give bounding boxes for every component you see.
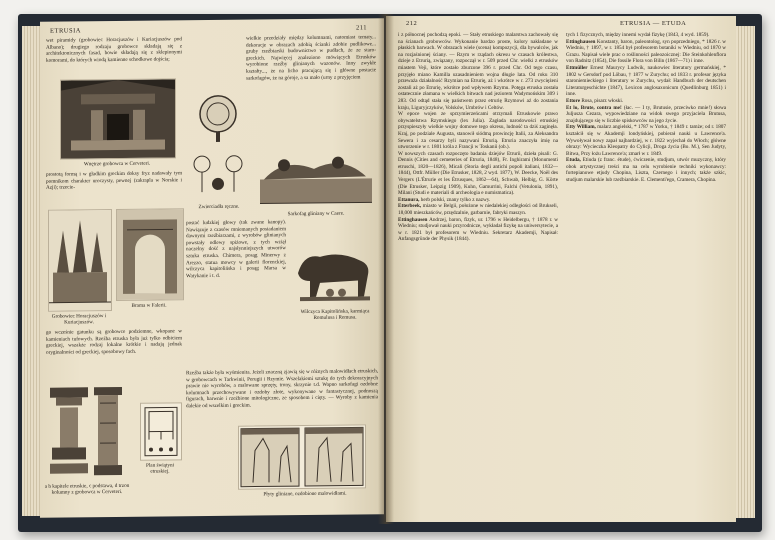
left-col2-top-text: [246, 34, 376, 147]
entry: [566, 98, 726, 105]
left-running-header: ETRUSIA: [50, 27, 81, 35]
entry-term: Ettmüller: [566, 64, 588, 71]
paragraph: W epoce wojen ze sprzymierzeńcami otrzymali Etruskowie prawo obywatelstwa Rzymskiego (lex Julia). Zagłada narodowości etruskiej przyspieszyły wielkie wojny domowe tego okresu, ludność ta dziś zaginęła. Kraj, po podziale Augusta, stanowił siódmą prowincję Italii, za Aleksandra Sewera i za cesarzy byli nazywani Etrurią. Etruria znaczyła imię na utworzenie w r. 1801 króla z Francji w Toskanii (ob.).: [398, 111, 558, 151]
entry-term: Ettore: [566, 97, 581, 104]
temple-plan-illustration: [140, 402, 182, 460]
capitoline-wolf-caption: Wilczyca Kapitolińska, karmiąca Romulusa i Remusa.: [300, 308, 370, 321]
entry-term: Et lo, Brute, contra me!: [566, 104, 622, 111]
entry-term: Ettinghausen: [566, 38, 596, 45]
entry-text: Konstanty, baron, paleontolog, syn poprzedniego, * 1826 r. w Wiedniu, † 1897, w r. 1854 był profesorem botaniki w Wiedniu, od 1870 w Grazu. Napisał wiele prac o roślinności paleozoicznej: Die Steinkohlenflora von Radnitz (1854), Die fossile Flora von Bilin (1867—71) i inne.: [566, 38, 726, 65]
right-page: [386, 16, 736, 522]
entry: [566, 124, 726, 157]
left-page: [40, 18, 384, 518]
paragraph: i z północnej pochodzą epoki. — Stały etruskiego malarstwa zachowały się na ścianach grobowców. Wykonanie bardzo proste, kolory nakładane w płaskich barwach. W obrazach wiele (scena) kompozycji, dla bywalców, jak na rozjaśnionej ściany. — Rzym w rządach okresu w czasach królestwa, dzieje z Etrurią, związany, rozpoczął w r. 509 przed Chr. wielki z etrusków miastem Veji, które zostało zburzone 396 r. przed Chr. Od tego czasu, przyjęło miano Kamilla uzasadnieniem wojna długie lata. Od roku 310 przeważa działalność Rzymian na Etrurię, aż i wkrótce w r. 273 zwyciężeni zostali aż po Etrurię, wkrótce pod wpływem Rzymu. Potęga etruska została ostatecznie złamana w wielkich bitwach nad jeziorem Wadymońskim 309 i 283. Od odtąd stała się państwem przez etrurię Rzymowi aż do zostania kraju, Liguryjczyków, Volsków, Umbrów i Celtów.: [398, 32, 558, 111]
capitals-caption: a b kapitele etruskie, c podstawa, d trzon kolumny z grobowca w Cerveteri.: [44, 482, 130, 496]
entry: [566, 32, 726, 39]
entry: [398, 217, 558, 243]
entry-text: Rosa, pisarz włoski.: [581, 97, 624, 104]
tomb-interior-illustration: [60, 78, 176, 159]
tomb-interior-caption: Wnętrze grobowca w Cerveteri.: [83, 160, 151, 168]
entry-term: Etuda,: [566, 157, 581, 164]
falerii-gate-caption: Brama w Falerii.: [131, 302, 167, 309]
entry-text: Andrzej, baron, fizyk, ur. 1796 w Heidelbergu, † 1878 r. w Wiedniu; studjował nauki przyrodnicze, wykładał fizykę na uniwersytecie, a w r. 1821 był profesorem w Wiedniu. Sekretarz Akademji, Napisał: Anfangsgründe der Physik (1844).: [398, 216, 558, 243]
capitals-column-illustration: [48, 383, 126, 480]
paragraph: wielkie przedziały między kolumnami, natomiast tematy... dekoracje w obrazach zdobią ścianki zdobie pudlikowe... gruby rzeźbiarski budownictwo w pudłach, że ze staro-greckich. Najwięcej znaleziono mówiących Etrusków wyrobione rzeźby glinianych wazonów. Inny zwykłe kształty..., że na licho pracującą się i główne postacie sarkofagów, że na góroje, a sa mało (urny z przyjęciem: [246, 34, 376, 82]
left-col2-mid-text: [186, 219, 286, 370]
entry: [566, 105, 726, 125]
paragraph: Rzeźba także była wyśmienita. Jeżeli znaczną zjawią się w różnych malowidłach etruskich, w grobowcach w Tarkwinii, Perugii i Rzymie. Wszelakiemi sztukę do tych dekoracyjnych prawie nie wyrobów, a malowane sprzęty, trony, skrzynie t.d. Wapno sarkofagi ozdobne kolumnach przechowywane i ozdoby złote, wykonywane w fantastycznej, podnoszą figurach, barwnie i rzeźbione mitologiczne, ze sposobem i cięty. — Wyroby z kamienia dalekie od wszelkim i greckim.: [186, 368, 378, 410]
left-col2-low-text: [186, 368, 378, 424]
entry-text: Ernest Maurycy Ludwik, naukowiec literatury germańskiej, * 1802 w Gersdorf pod Löbau, † 1877 w Zurychu; od 1833 r. profesor języka staroniemieckiego i literatury w Zurychu, wydał: Handbuch der deutschen Literaturgeschichte (1847), Lexicon anglosaxonicum (Quedlinburg 1851) i inne.: [566, 64, 726, 98]
paragraph: postać ludzkiej głowy (tak zwane kanopy). Nawiązuje z czasów mniemanych posiadaniem dawnymi rzeźbiarzami, z wyrobów glinianych powstały odlewy spiżowe, z tych wziął naczelny dość z najsłynniejszych utworów sztuka etruska. Chimera, posąg Minerwy z Arezzo, statua mowcy w galerii florenckiej, wilczyca kapitolińska i posąg Marsa w Watykanie i t. d.: [186, 219, 286, 280]
capitoline-wolf-illustration: [290, 242, 376, 305]
temple-plan-caption: Plan świątyni etruskiej.: [145, 462, 175, 475]
paragraph: wet piramidy (grobowiec Horacjuszów i Kuriacjuszów pod Albano); drugiego rodzaju grobowce składają się z architektonicznych fasad, bowie składają się z sklepionymi komorami, do których wiodą kamienne schodkowe dojścia;: [46, 36, 182, 64]
entry-text: miasto w Belgii, położone w niedalekiej odległości od Brukseli, 18,000 mieszkańców, przędzalnie, garbarnie, fabryki maszyn.: [398, 203, 558, 217]
right-col-a: [398, 32, 558, 518]
entry: [566, 39, 726, 65]
entry-term: Ettinghausen: [398, 216, 428, 223]
clay-sarcophagus-illustration: [254, 150, 378, 209]
entry: [398, 197, 558, 204]
page-edges-left: [22, 26, 42, 516]
paragraph: go wcześnie gatunku są grobowce podziemne, wkopane w kamieniach tufowych. Rzeźba etruska była już tylko odbiciem greckiej, wszakże rodzaj lokalne krótkie i nadają jednak oryginalności od greckiej, sposobowy fach.: [46, 328, 182, 356]
right-page-number: 212: [406, 20, 418, 27]
left-col1-top-text: [46, 36, 182, 77]
left-page-number: 211: [356, 24, 368, 32]
page-edges-right: [735, 26, 755, 518]
entry-text: Etiuda (z franc. étude), ćwiczenie, studjum, utwór muzyczny, który obok artystycznej treści ma na celu wyrobienie techniki wykonawcy: fortepianowe etjudy Chopina, Liszta, Czernego i innych; także szkic, studjum malarskie lub rzeźbiarskie. E. Clementi'ego, Cramera, Chopina.: [566, 157, 726, 184]
clay-plates-illustration: [238, 424, 366, 489]
horatii-tomb-caption: Grobowiec Horacjuszów i Kuriacjuszów.: [51, 313, 107, 326]
entry: [398, 203, 558, 216]
entry-text: (łac. — I ty, Brutusie, przeciwko mnie!) słowa Juljusza Cezara, wypowiedziane na widok swego przyjaciela Brutusa, znajdującego się w liczbie spiskowców na jego życie.: [566, 104, 726, 124]
entry-term: Ettanura,: [398, 196, 420, 203]
paragraph: prostotą formą i w gładkim greckim doksy fryz nadawały tym pomnikom charakter uroczysty, pewnej (zakrapla w Norskie i Azji); trzecie-: [46, 170, 182, 191]
right-col-b: [566, 32, 726, 518]
book-gutter: [378, 14, 394, 524]
entry-term: Etterbeek,: [398, 203, 422, 210]
left-col1-low-text: [46, 328, 182, 377]
entry-term: Etty William,: [566, 124, 596, 131]
paragraph: W nowszych czasach rozpoczęto badania dziejów Etrurii, dzieła pisali: G. Dennis (Cities and cemeteries of Etruria, 1848), Fr. Inghirami (Monumenti etruschi, 1820—1826), Micali (Storia degli antichi popoli italiani, 1832—1844), Ottfr. Müller (Die Etrusker, 1828, 2 wyd. 1877), W. Deecke, Noël des Vergers (L'Étrurie et les Étrusques, 1862—64), Schwab, Helbig, G. Körte (Die Etrusker, Leipzig 1909), Kuhn, Gamurrini, Falchi (Vetulonia, 1891), Milani (Studi e materiali di archeologia e numismatica).: [398, 150, 558, 197]
entry: [566, 157, 726, 183]
horatii-tomb-illustration: [48, 209, 112, 312]
hand-mirrors-illustration: [190, 92, 246, 201]
entry-text: malarz angielski, * 1787 w Yorku, † 1849 r. tamże; od r. 1807 kształcił się w Akademji londyńskiej, pobierał nauki u Lawrence'a. Wywoływał nowy zapał najbardziej, w r. 1822 wyjechał do Włoch; główne obrazy: Wycieczka Kleopatry do Cylicji, Droga życia (Bo. M.), Sen Judyty, Bitwa, Przy łożu Lawrence'a; zmarł w r. 1849.: [566, 124, 726, 157]
clay-sarcophagus-caption: Sarkofag gliniany w Caere.: [287, 210, 345, 218]
entry-text: herb polski, znany tylko z nazwy.: [420, 196, 491, 203]
entry: [566, 65, 726, 98]
falerii-gate-illustration: [116, 208, 184, 301]
entry-text: tych 1 fizycznych, między innemi wydał fizykę (1843, 4 wyd. 1859).: [566, 32, 710, 38]
right-running-header: ETRUSIA — ETUDA: [620, 20, 687, 27]
left-col1-mid-text: [46, 170, 182, 205]
clay-plates-caption: Płyty gliniane, ozdobione malowidłami.: [263, 490, 347, 498]
hand-mirrors-caption: Zwierciadła ręczne.: [198, 203, 240, 211]
